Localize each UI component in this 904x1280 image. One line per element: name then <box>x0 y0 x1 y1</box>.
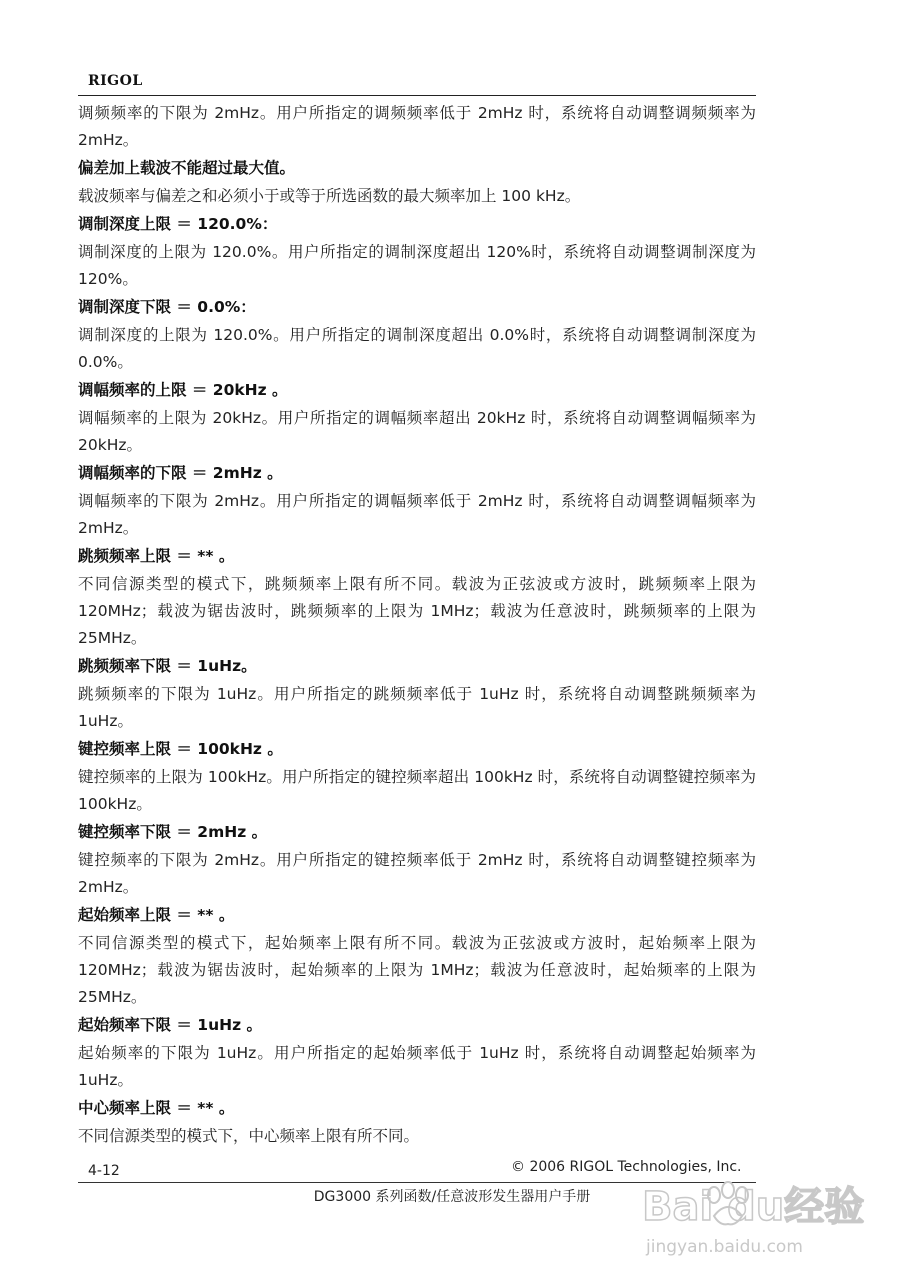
paragraph: 起始频率的下限为 1uHz。用户所指定的起始频率低于 1uHz 时，系统将自动调整起始频率为 1uHz。 <box>78 1044 756 1089</box>
section-heading: 中心频率上限 ＝ ** 。 <box>78 1099 235 1117</box>
section-heading: 调幅频率的下限 ＝ 2mHz 。 <box>78 464 283 482</box>
paragraph: 调频频率的下限为 2mHz。用户所指定的调频频率低于 2mHz 时，系统将自动调整调频频率为 2mHz。 <box>78 104 756 149</box>
paragraph: 调幅频率的下限为 2mHz。用户所指定的调幅频率低于 2mHz 时，系统将自动调整调幅频率为 2mHz。 <box>78 492 756 537</box>
paragraph: 不同信源类型的模式下，跳频频率上限有所不同。载波为正弦波或方波时，跳频频率上限为 120MHz；载波为锯齿波时，跳频频率的上限为 1MHz；载波为任意波时，跳频频率的上限为 25MHz。 <box>78 575 756 647</box>
header-divider <box>78 95 756 96</box>
paragraph: 调制深度的上限为 120.0%。用户所指定的调制深度超出 120%时，系统将自动调整调制深度为 120%。 <box>78 243 756 288</box>
paragraph: 调制深度的上限为 120.0%。用户所指定的调制深度超出 0.0%时，系统将自动调整调制深度为 0.0%。 <box>78 326 756 371</box>
section-heading: 调制深度上限 ＝ 120.0%： <box>78 215 278 233</box>
copyright-notice: © 2006 RIGOL Technologies, Inc. <box>511 1159 742 1175</box>
baidu-jingyan-watermark <box>640 1168 880 1268</box>
section-heading: 键控频率上限 ＝ 100kHz 。 <box>78 740 283 758</box>
brand-logo: RIGOL <box>88 73 143 89</box>
paragraph: 调幅频率的上限为 20kHz。用户所指定的调幅频率超出 20kHz 时，系统将自动调整调幅频率为 20kHz。 <box>78 409 756 454</box>
paragraph: 载波频率与偏差之和必须小于或等于所选函数的最大频率加上 100 kHz。 <box>78 187 581 205</box>
section-heading: 调制深度下限 ＝ 0.0%： <box>78 298 256 316</box>
section-heading: 起始频率下限 ＝ 1uHz 。 <box>78 1016 263 1034</box>
section-heading: 偏差加上载波不能超过最大值。 <box>78 159 296 177</box>
page-content <box>78 100 756 1150</box>
section-heading: 跳频频率上限 ＝ ** 。 <box>78 547 235 565</box>
paragraph: 键控频率的上限为 100kHz。用户所指定的键控频率超出 100kHz 时，系统将自动调整键控频率为 100kHz。 <box>78 768 756 813</box>
footer-divider <box>78 1182 756 1183</box>
page-number: 4-12 <box>88 1163 120 1179</box>
watermark-logo: Bai du经验 <box>642 1184 865 1230</box>
paragraph: 跳频频率的下限为 1uHz。用户所指定的跳频频率低于 1uHz 时，系统将自动调整跳频频率为 1uHz。 <box>78 685 756 730</box>
section-heading: 调幅频率的上限 ＝ 20kHz 。 <box>78 381 288 399</box>
paragraph: 不同信源类型的模式下，中心频率上限有所不同。 <box>78 1127 420 1145</box>
watermark-url: jingyan.baidu.com <box>646 1237 803 1257</box>
paragraph: 不同信源类型的模式下，起始频率上限有所不同。载波为正弦波或方波时，起始频率上限为 120MHz；载波为锯齿波时，起始频率的上限为 1MHz；载波为任意波时，起始频率的上限为 25MHz。 <box>78 934 756 1006</box>
manual-title: DG3000 系列函数/任意波形发生器用户手册 <box>313 1189 591 1205</box>
section-heading: 键控频率下限 ＝ 2mHz 。 <box>78 823 268 841</box>
section-heading: 起始频率上限 ＝ ** 。 <box>78 906 235 924</box>
section-heading: 跳频频率下限 ＝ 1uHz。 <box>78 657 257 675</box>
paragraph: 键控频率的下限为 2mHz。用户所指定的键控频率低于 2mHz 时，系统将自动调整键控频率为 2mHz。 <box>78 851 756 896</box>
